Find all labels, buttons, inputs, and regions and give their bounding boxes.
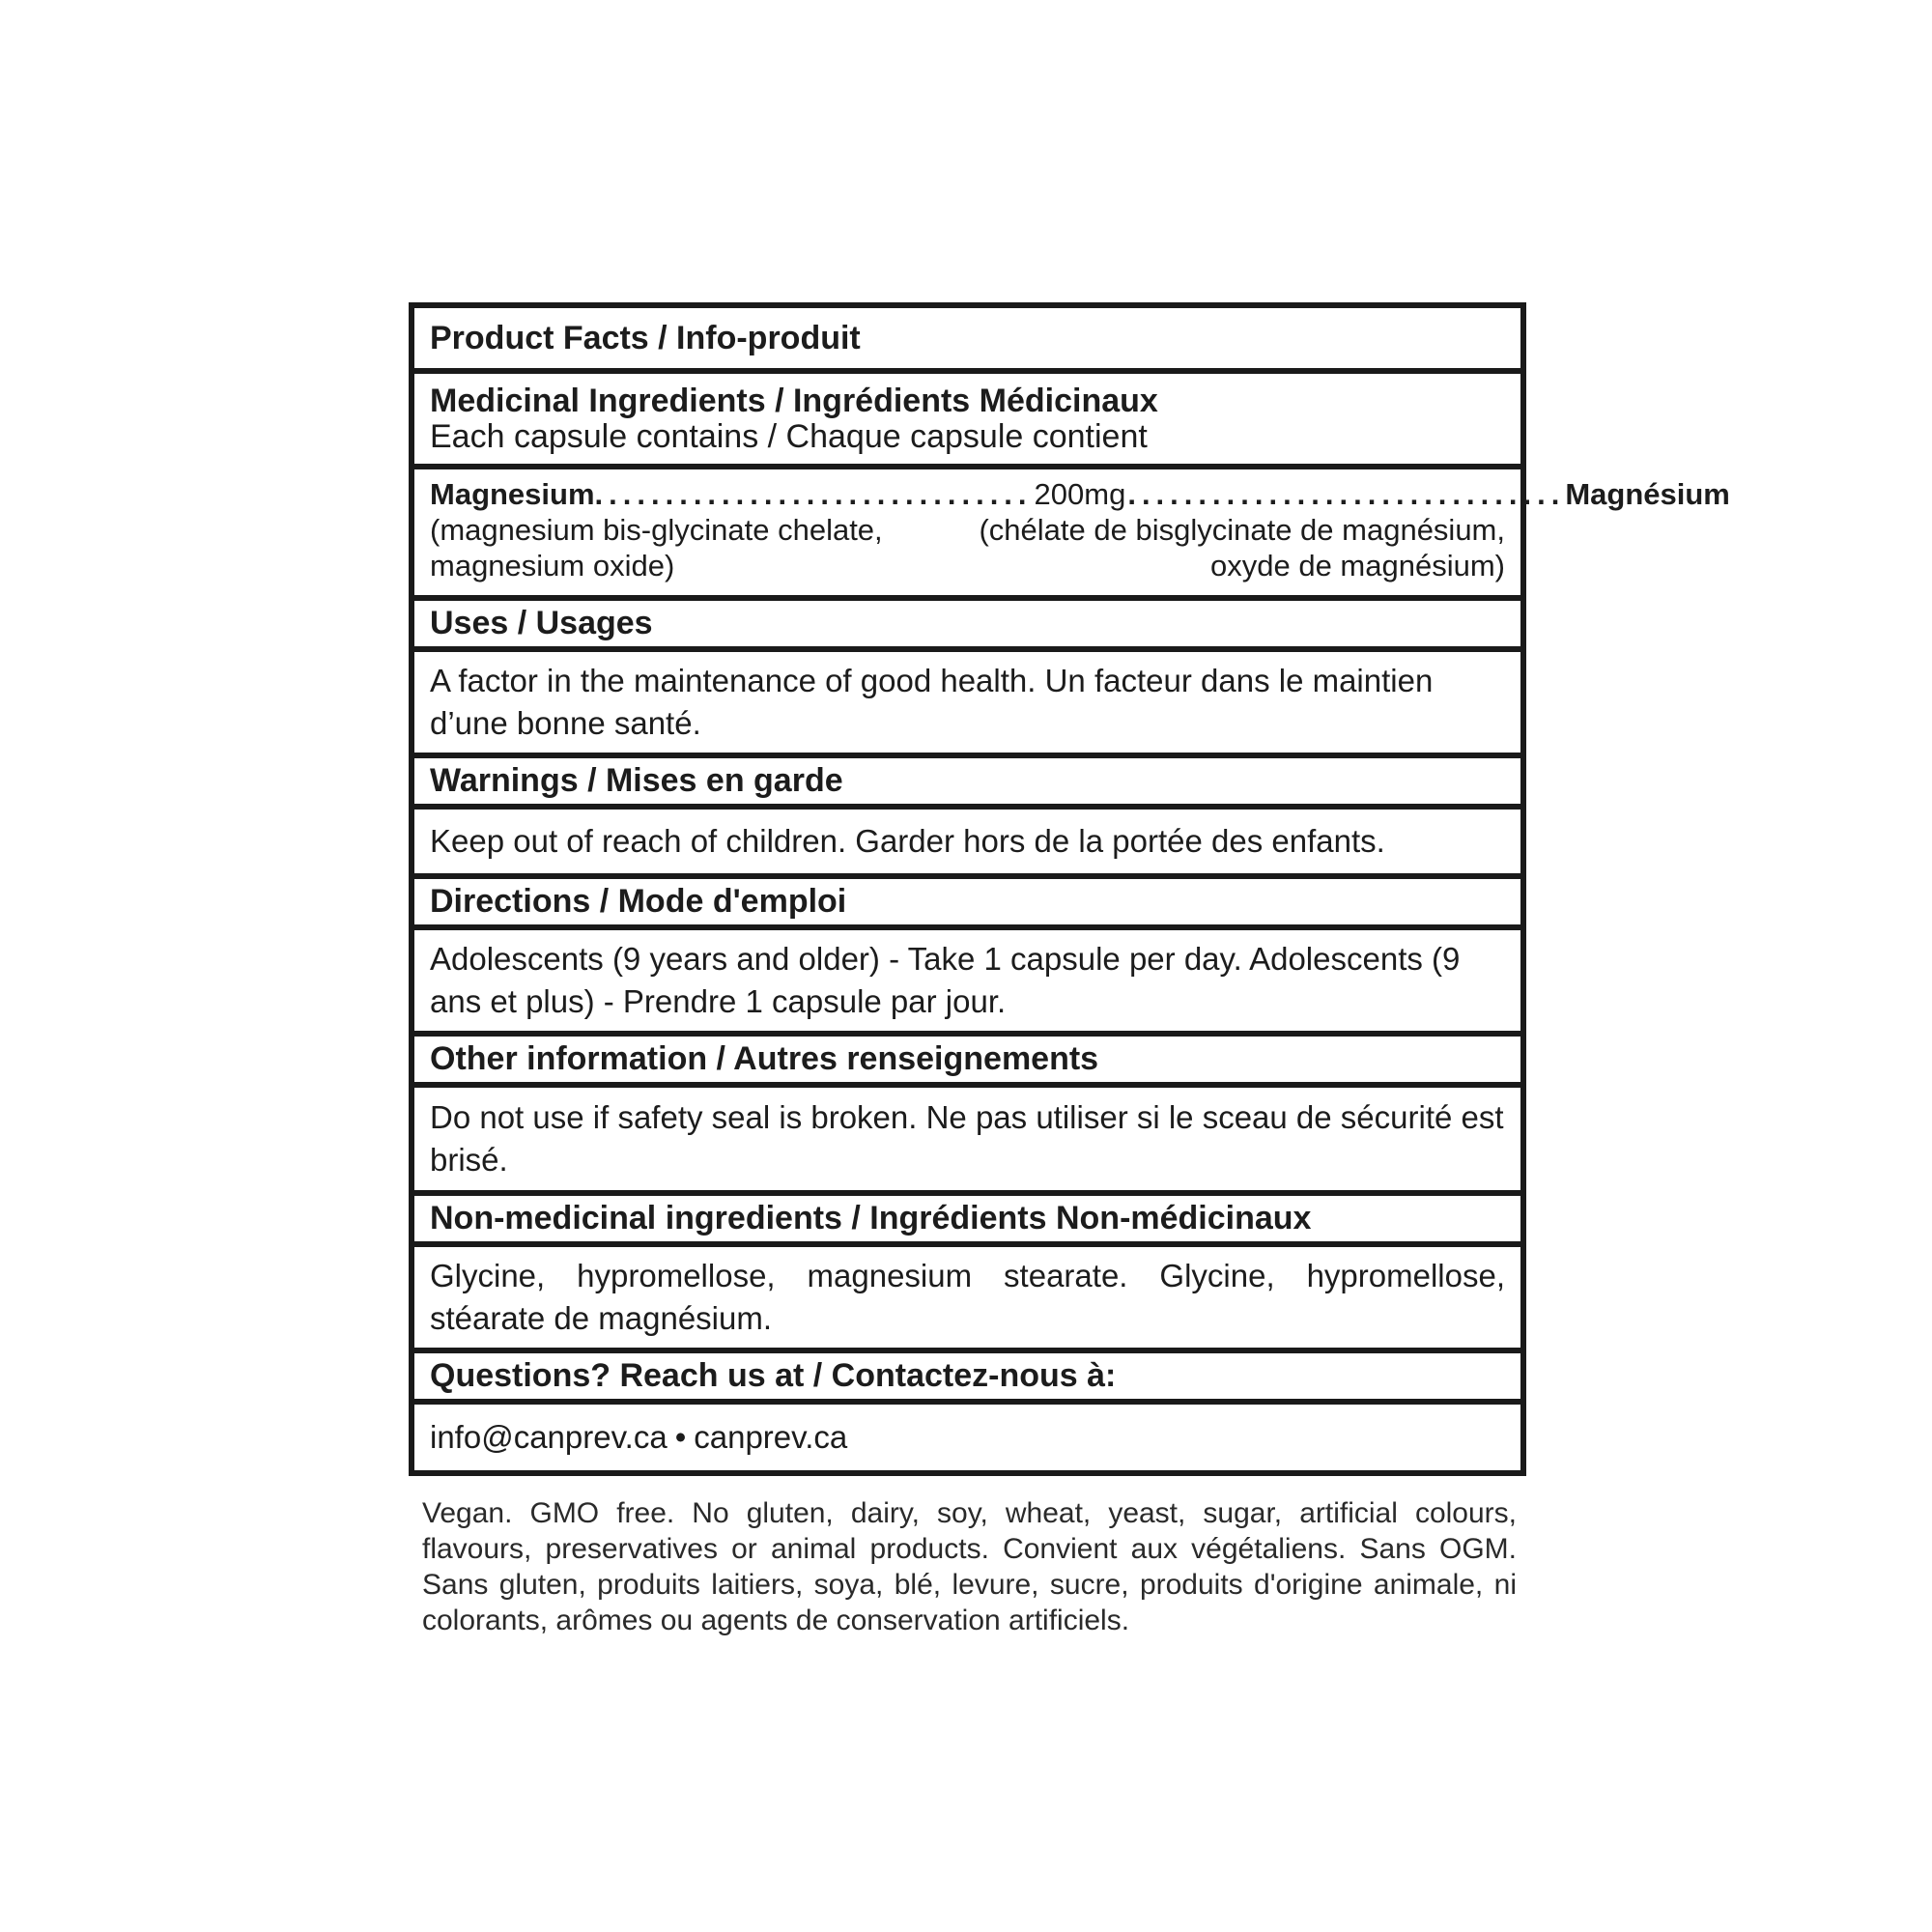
other-information-heading: Other information / Autres renseignements	[414, 1037, 1520, 1088]
contact-email-link[interactable]: info@canprev.ca	[430, 1419, 668, 1455]
contact-website-link[interactable]: canprev.ca	[694, 1419, 848, 1455]
each-capsule-contains: Each capsule contains / Chaque capsule contient	[430, 417, 1148, 455]
ingredient-row-magnesium	[414, 469, 1730, 601]
ingredient-line	[430, 476, 1730, 512]
leader-dots-right: ...............................	[1127, 477, 1566, 511]
directions-heading: Directions / Mode d'emploi	[414, 879, 1520, 930]
ingredient-source-en-1: (magnesium bis-glycinate chelate,	[430, 513, 883, 547]
product-facts-panel	[409, 302, 1730, 1476]
uses-heading: Uses / Usages	[414, 601, 1520, 652]
bullet-separator: •	[674, 1419, 687, 1455]
non-medicinal-text: Glycine, hypromellose, magnesium stearate. Glycine, hypromellose, stéarate de magnésium.	[414, 1247, 1520, 1353]
ingredient-source-line-1	[430, 512, 1505, 548]
dietary-statement: Vegan. GMO free. No gluten, dairy, soy, wheat, yeast, sugar, artificial colours, flavours, preservatives or animal products. Convient aux végétaliens. Sans OGM. Sans gluten, produits laitiers, soya, blé, levure, sucre, produits d'origine animale, ni colorants, arômes ou agents de conservation artificiels.	[422, 1497, 1517, 1636]
ingredient-name-fr: Magnésium	[1565, 477, 1730, 511]
leader-dots-left: ...............................	[594, 477, 1033, 511]
questions-heading: Questions? Reach us at / Contactez-nous à:	[414, 1353, 1520, 1405]
other-information-text: Do not use if safety seal is broken. Ne pas utiliser si le sceau de sécurité est brisé.	[414, 1088, 1520, 1196]
uses-text: A factor in the maintenance of good health. Un facteur dans le maintien d’une bonne santé.	[414, 652, 1520, 758]
ingredient-name-en: Magnesium	[430, 477, 595, 511]
directions-text: Adolescents (9 years and older) - Take 1 capsule per day. Adolescents (9 ans et plus) - Prendre 1 capsule par jour.	[414, 930, 1520, 1037]
contact-row	[414, 1405, 1520, 1470]
warnings-heading: Warnings / Mises en garde	[414, 758, 1520, 810]
panel-title: Product Facts / Info-produit	[414, 308, 1520, 374]
non-medicinal-heading: Non-medicinal ingredients / Ingrédients Non-médicinaux	[414, 1196, 1520, 1247]
warnings-text: Keep out of reach of children. Garder hors de la portée des enfants.	[414, 810, 1520, 879]
medicinal-ingredients-heading: Medicinal Ingredients / Ingrédients Médicinaux	[430, 382, 1158, 419]
ingredient-source-line-2	[430, 548, 1505, 583]
ingredient-source-fr-1: (chélate de bisglycinate de magnésium,	[979, 513, 1505, 547]
medicinal-ingredients-header	[414, 374, 1520, 469]
ingredient-source-en-2: magnesium oxide)	[430, 549, 675, 582]
ingredient-amount: 200mg	[1034, 477, 1126, 511]
ingredient-source-fr-2: oxyde de magnésium)	[1210, 549, 1505, 582]
